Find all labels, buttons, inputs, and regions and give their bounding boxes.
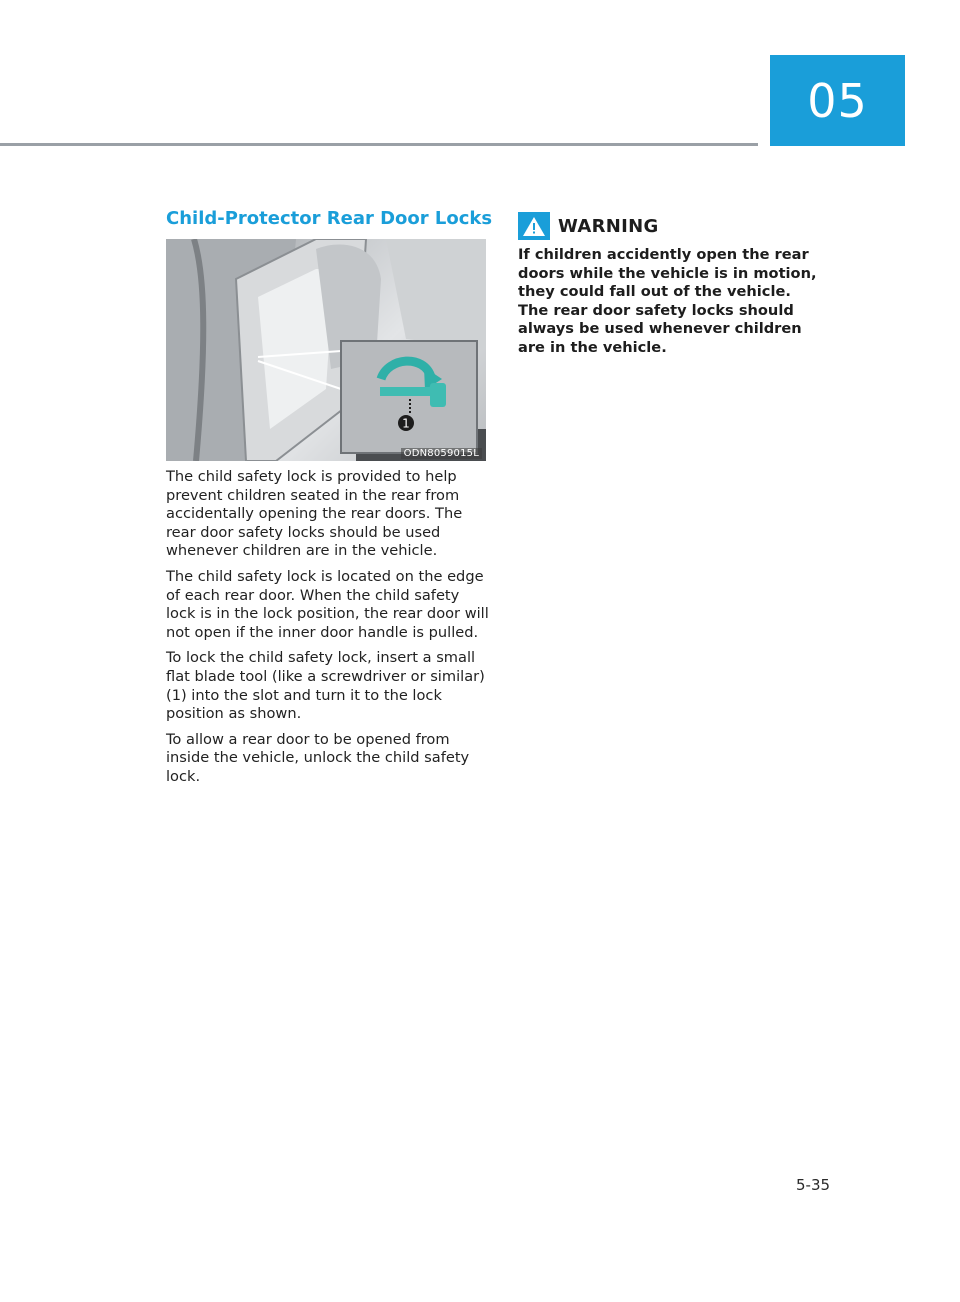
warning-text: If children accidently open the rear doors while the vehicle is in motion, they could fall out of the vehicle. The rear door safety locks should always be used whenever children are in the vehicle. <box>518 246 817 356</box>
chapter-tab <box>770 55 905 146</box>
figure-code: ODN8059015L <box>401 448 482 459</box>
rear-quarter-shape <box>386 239 486 349</box>
section-title: Child-Protector Rear Door Locks <box>166 208 493 229</box>
paragraph: The child safety lock is provided to help prevent children seated in the rear from accidentally opening the rear doors. The rear door safety locks should be used whenever children are in the vehicle. <box>166 468 463 560</box>
child-lock-illustration <box>166 239 486 461</box>
lock-knob-shape <box>430 383 446 407</box>
callout-number: 1 <box>402 416 410 431</box>
warning-triangle-icon <box>518 212 550 240</box>
body-text <box>166 468 490 794</box>
page-number: 5-35 <box>796 1176 831 1194</box>
header-rule <box>0 143 758 146</box>
door-illustration-drawing <box>166 239 486 461</box>
lock-lever-shape <box>380 387 432 396</box>
chapter-number: 05 <box>807 73 868 128</box>
paragraph: The child safety lock is located on the edge of each rear door. When the child safety lock is in the lock position, the rear door will not open if the inner door handle is pulled. <box>166 567 489 641</box>
paragraph: To allow a rear door to be opened from inside the vehicle, unlock the child safety lock. <box>166 730 470 785</box>
warning-box <box>518 212 818 358</box>
paragraph: To lock the child safety lock, insert a small flat blade tool (like a screwdriver or similar) (1) into the slot and turn it to the lock position as shown. <box>166 649 485 723</box>
warning-title: WARNING <box>558 215 659 237</box>
warning-header <box>518 212 818 240</box>
